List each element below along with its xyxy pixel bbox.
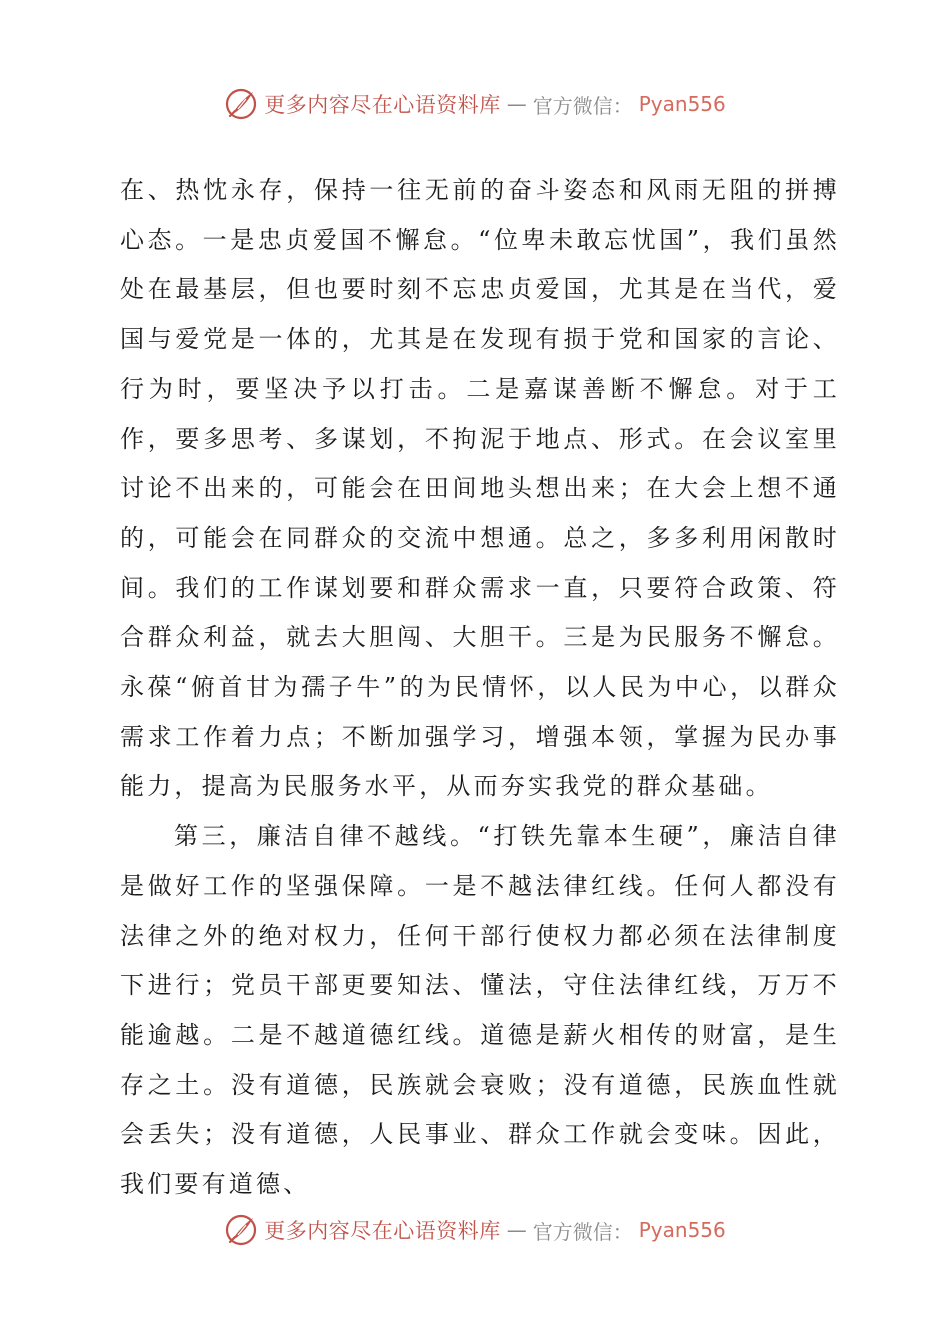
paragraph-continuation: 在、热忱永存，保持一往无前的奋斗姿态和风雨无阻的拼搏心态。一是忠贞爱国不懈怠。“位卑未敢忘忧国”，我们虽然处在最基层，但也要时刻不忘忠贞爱国，尤其是在当代，爱国与爱党是一体的，尤其是在发现有损于党和国家的言论、行为时，要坚决予以打击。二是嘉谋善断不懈怠。对于工作，要多思考、多谋划，不拘泥于地点、形式。在会议室里讨论不出来的，可能会在田间地头想出来；在大会上想不通的，可能会在同群众的交流中想通。总之，多多利用闲散时间。我们的工作谋划要和群众需求一直，只要符合政策、符合群众利益，就去大胆闯、大胆干。三是为民服务不懈怠。永葆“俯首甘为孺子牛”的为民情怀，以人民为中心，以群众需求工作着力点；不断加强学习，增强本领，掌握为民办事能力，提高为民服务水平，从而夯实我党的群众基础。 — [120, 176, 840, 801]
header-banner — [0, 84, 950, 124]
header-wechat-id: Pyan556 — [638, 92, 726, 116]
header-wechat-label: 官方微信： — [532, 93, 633, 118]
paragraph-third-point: 第三，廉洁自律不越线。“打铁先靠本生硬”，廉洁自律是做好工作的坚强保障。一是不越法律红线。任何人都没有法律之外的绝对权力，任何干部行使权力都必须在法律制度下进行；党员干部更要知法、懂法，守住法律红线，万万不能逾越。二是不越道德红线。道德是薪火相传的财富，是生存之土。没有道德，民族就会衰败；没有道德，民族血性就会丢失；没有道德，人民事业、群众工作就会变味。因此，我们要有道德、 — [120, 822, 840, 1199]
footer-dash: — — [506, 1218, 527, 1242]
quill-pen-icon — [224, 87, 258, 121]
footer-wechat-label: 官方微信： — [532, 1219, 633, 1244]
header-dash: — — [506, 92, 527, 116]
footer-brand-text: 更多内容尽在心语资料库 — [264, 1219, 501, 1243]
footer-wechat-id: Pyan556 — [638, 1218, 726, 1242]
document-body — [120, 166, 840, 1210]
quill-pen-icon — [224, 1213, 258, 1247]
footer-banner — [0, 1210, 950, 1250]
header-brand-text: 更多内容尽在心语资料库 — [264, 93, 501, 117]
